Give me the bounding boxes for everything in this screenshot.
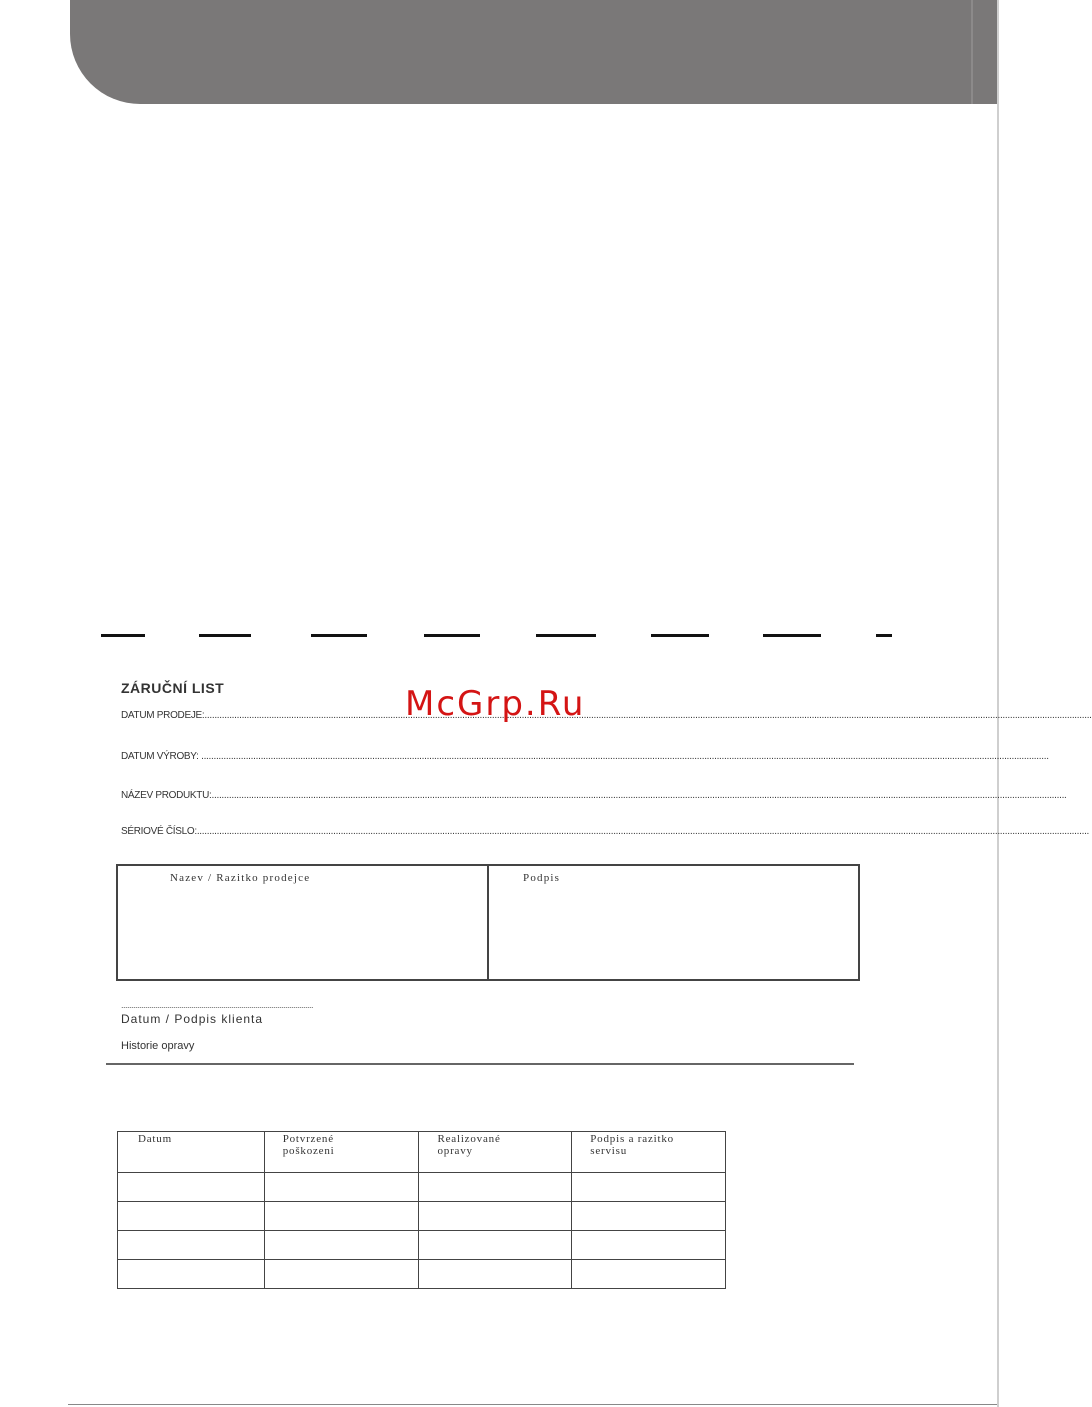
table-row <box>118 1202 726 1231</box>
table-cell <box>572 1231 726 1260</box>
field-dots: ...................................................................................................................................................................................................................................................................................................................................................................... <box>204 710 1092 721</box>
table-row <box>118 1260 726 1289</box>
column-header-repairs-done: Realizované opravy <box>419 1132 572 1173</box>
table-cell <box>118 1260 265 1289</box>
field-dots: ........................................................................................................................................................................................................................................................................................................................................................................ <box>196 826 1090 837</box>
table-cell <box>118 1231 265 1260</box>
client-signature-label: Datum / Podpis klienta <box>121 1012 264 1026</box>
cut-line-dash <box>876 634 892 637</box>
table-cell <box>572 1173 726 1202</box>
column-header-confirmed-damage: Potvrzené poškozeni <box>264 1132 419 1173</box>
table-row <box>118 1173 726 1202</box>
seller-stamp-label: Nazev / Razitko prodejce <box>170 872 311 884</box>
header-edge <box>971 0 973 104</box>
table-row <box>118 1231 726 1260</box>
table-cell <box>264 1173 419 1202</box>
table-cell <box>572 1202 726 1231</box>
cut-line-dash <box>424 634 480 637</box>
field-serial-number <box>121 826 1090 837</box>
table-cell <box>264 1202 419 1231</box>
field-manufacture-date <box>121 751 1049 762</box>
warranty-title: ZÁRUČNÍ LIST <box>121 680 225 696</box>
column-header-date: Datum <box>118 1132 265 1173</box>
header-band <box>70 0 999 104</box>
field-label: DATUM PRODEJE: <box>121 710 205 721</box>
client-signature-line: ................................................................................................ <box>121 1000 314 1010</box>
table-cell <box>264 1260 419 1289</box>
table-cell <box>419 1202 572 1231</box>
table-cell <box>419 1260 572 1289</box>
field-label: NÁZEV PRODUKTU: <box>121 790 212 801</box>
table-cell <box>572 1260 726 1289</box>
field-label: DATUM VÝROBY: <box>121 751 199 762</box>
seller-stamp-cell <box>118 866 487 979</box>
cut-line-dash <box>199 634 251 637</box>
table-cell <box>118 1173 265 1202</box>
table-header-row <box>118 1132 726 1173</box>
cut-line-dash <box>536 634 596 637</box>
table-cell <box>118 1202 265 1231</box>
section-divider <box>106 1063 854 1065</box>
table-cell <box>419 1231 572 1260</box>
cut-line-dash <box>763 634 821 637</box>
repair-history-label: Historie opravy <box>121 1040 195 1052</box>
field-label: SÉRIOVÉ ČÍSLO: <box>121 826 197 837</box>
page-bottom-rule <box>68 1404 997 1405</box>
cut-line-dash <box>311 634 367 637</box>
table-cell <box>419 1173 572 1202</box>
cut-line-dash <box>101 634 145 637</box>
page-edge <box>997 0 999 1407</box>
field-dots: ......................................................................................................................................................................................................................................................................................................................................................... <box>211 790 1067 801</box>
field-product-name <box>121 790 1067 801</box>
field-dots: ...................................................................................................................................................................................................................................................................................................................................................... <box>198 751 1049 762</box>
column-header-service-signature: Podpis a razitko servisu <box>572 1132 726 1173</box>
cut-line-dash <box>651 634 709 637</box>
seller-signature-box <box>116 864 860 981</box>
table-cell <box>264 1231 419 1260</box>
signature-label: Podpis <box>523 872 561 884</box>
watermark: McGrp.Ru <box>405 684 586 724</box>
repair-history-table <box>117 1131 726 1289</box>
signature-cell <box>487 866 858 979</box>
